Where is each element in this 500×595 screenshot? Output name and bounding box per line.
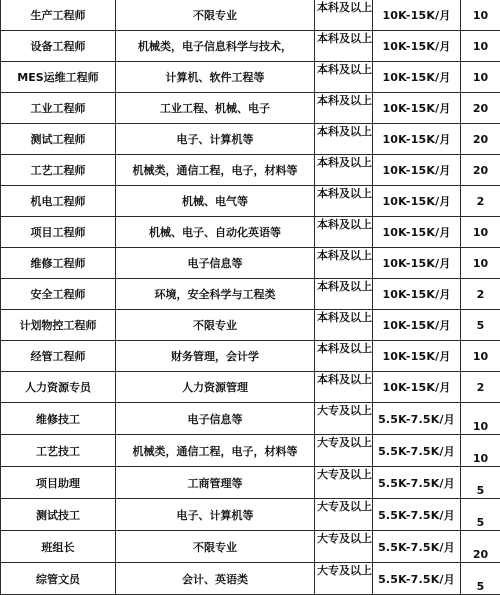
job-title-cell: 经管工程师 xyxy=(1,341,116,372)
education-cell: 本科及以上 xyxy=(315,341,373,372)
table-row xyxy=(1,372,500,403)
table-row xyxy=(1,310,500,341)
major-cell: 电子信息等 xyxy=(116,403,315,435)
table-row xyxy=(1,435,500,467)
salary-cell: 5.5K-7.5K/月 xyxy=(373,531,461,563)
major-cell: 机械类，电子信息科学与技术， xyxy=(116,31,315,62)
education-cell: 本科及以上 xyxy=(315,217,373,248)
major-cell: 电子、计算机等 xyxy=(116,499,315,531)
education-cell: 大专及以上 xyxy=(315,435,373,467)
education-cell: 本科及以上 xyxy=(315,0,373,31)
headcount-cell: 10 xyxy=(461,62,500,93)
job-title-cell: 维修工程师 xyxy=(1,248,116,279)
headcount-cell: 5 xyxy=(461,563,500,595)
salary-cell: 10K-15K/月 xyxy=(373,31,461,62)
table-row xyxy=(1,341,500,372)
salary-cell: 10K-15K/月 xyxy=(373,93,461,124)
table-row xyxy=(1,93,500,124)
job-title-cell: 工艺工程师 xyxy=(1,155,116,186)
major-cell: 工业工程、机械、电子 xyxy=(116,93,315,124)
table-row xyxy=(1,62,500,93)
major-cell: 电子、计算机等 xyxy=(116,124,315,155)
headcount-cell: 2 xyxy=(461,372,500,403)
education-cell: 大专及以上 xyxy=(315,403,373,435)
major-cell: 机械、电子、自动化英语等 xyxy=(116,217,315,248)
education-cell: 本科及以上 xyxy=(315,248,373,279)
major-cell: 环境，安全科学与工程类 xyxy=(116,279,315,310)
major-cell: 机械、电气等 xyxy=(116,186,315,217)
job-title-cell: 综管文员 xyxy=(1,563,116,595)
education-cell: 本科及以上 xyxy=(315,372,373,403)
job-title-cell: 人力资源专员 xyxy=(1,372,116,403)
headcount-cell: 10 xyxy=(461,31,500,62)
job-title-cell: MES运维工程师 xyxy=(1,62,116,93)
table-row xyxy=(1,403,500,435)
salary-cell: 10K-15K/月 xyxy=(373,62,461,93)
headcount-cell: 2 xyxy=(461,279,500,310)
education-cell: 本科及以上 xyxy=(315,186,373,217)
salary-cell: 10K-15K/月 xyxy=(373,186,461,217)
table-row xyxy=(1,31,500,62)
job-title-cell: 机电工程师 xyxy=(1,186,116,217)
salary-cell: 10K-15K/月 xyxy=(373,310,461,341)
job-title-cell: 班组长 xyxy=(1,531,116,563)
job-title-cell: 测试技工 xyxy=(1,499,116,531)
salary-cell: 10K-15K/月 xyxy=(373,124,461,155)
major-cell: 不限专业 xyxy=(116,0,315,31)
table-row xyxy=(1,499,500,531)
salary-cell: 5.5K-7.5K/月 xyxy=(373,467,461,499)
education-cell: 本科及以上 xyxy=(315,124,373,155)
jobs-table-body xyxy=(1,0,500,595)
headcount-cell: 5 xyxy=(461,467,500,499)
major-cell: 机械类，通信工程，电子，材料等 xyxy=(116,155,315,186)
table-row xyxy=(1,563,500,595)
job-title-cell: 设备工程师 xyxy=(1,31,116,62)
table-row xyxy=(1,217,500,248)
headcount-cell: 2 xyxy=(461,186,500,217)
salary-cell: 10K-15K/月 xyxy=(373,279,461,310)
headcount-cell: 10 xyxy=(461,435,500,467)
major-cell: 工商管理等 xyxy=(116,467,315,499)
headcount-cell: 10 xyxy=(461,403,500,435)
table-row xyxy=(1,0,500,31)
education-cell: 大专及以上 xyxy=(315,531,373,563)
headcount-cell: 5 xyxy=(461,310,500,341)
table-row xyxy=(1,124,500,155)
education-cell: 本科及以上 xyxy=(315,62,373,93)
education-cell: 本科及以上 xyxy=(315,279,373,310)
table-row xyxy=(1,248,500,279)
table-row xyxy=(1,467,500,499)
job-title-cell: 维修技工 xyxy=(1,403,116,435)
major-cell: 财务管理，会计学 xyxy=(116,341,315,372)
salary-cell: 10K-15K/月 xyxy=(373,217,461,248)
job-title-cell: 生产工程师 xyxy=(1,0,116,31)
table-row xyxy=(1,155,500,186)
major-cell: 机械类，通信工程，电子，材料等 xyxy=(116,435,315,467)
job-title-cell: 安全工程师 xyxy=(1,279,116,310)
headcount-cell: 10 xyxy=(461,341,500,372)
headcount-cell: 10 xyxy=(461,0,500,31)
salary-cell: 5.5K-7.5K/月 xyxy=(373,499,461,531)
education-cell: 本科及以上 xyxy=(315,93,373,124)
education-cell: 本科及以上 xyxy=(315,155,373,186)
salary-cell: 10K-15K/月 xyxy=(373,248,461,279)
education-cell: 本科及以上 xyxy=(315,310,373,341)
headcount-cell: 5 xyxy=(461,499,500,531)
salary-cell: 5.5K-7.5K/月 xyxy=(373,563,461,595)
education-cell: 本科及以上 xyxy=(315,31,373,62)
major-cell: 不限专业 xyxy=(116,310,315,341)
education-cell: 大专及以上 xyxy=(315,467,373,499)
table-row xyxy=(1,279,500,310)
job-title-cell: 工艺技工 xyxy=(1,435,116,467)
salary-cell: 5.5K-7.5K/月 xyxy=(373,435,461,467)
headcount-cell: 20 xyxy=(461,155,500,186)
headcount-cell: 20 xyxy=(461,124,500,155)
major-cell: 电子信息等 xyxy=(116,248,315,279)
education-cell: 大专及以上 xyxy=(315,499,373,531)
education-cell: 大专及以上 xyxy=(315,563,373,595)
job-title-cell: 项目工程师 xyxy=(1,217,116,248)
major-cell: 不限专业 xyxy=(116,531,315,563)
table-row xyxy=(1,186,500,217)
salary-cell: 10K-15K/月 xyxy=(373,155,461,186)
salary-cell: 10K-15K/月 xyxy=(373,341,461,372)
job-title-cell: 工业工程师 xyxy=(1,93,116,124)
table-row xyxy=(1,531,500,563)
salary-cell: 5.5K-7.5K/月 xyxy=(373,403,461,435)
major-cell: 会计、英语类 xyxy=(116,563,315,595)
headcount-cell: 20 xyxy=(461,531,500,563)
salary-cell: 10K-15K/月 xyxy=(373,0,461,31)
job-title-cell: 计划物控工程师 xyxy=(1,310,116,341)
job-title-cell: 项目助理 xyxy=(1,467,116,499)
major-cell: 人力资源管理 xyxy=(116,372,315,403)
headcount-cell: 10 xyxy=(461,248,500,279)
major-cell: 计算机、软件工程等 xyxy=(116,62,315,93)
headcount-cell: 10 xyxy=(461,217,500,248)
salary-cell: 10K-15K/月 xyxy=(373,372,461,403)
headcount-cell: 20 xyxy=(461,93,500,124)
job-title-cell: 测试工程师 xyxy=(1,124,116,155)
